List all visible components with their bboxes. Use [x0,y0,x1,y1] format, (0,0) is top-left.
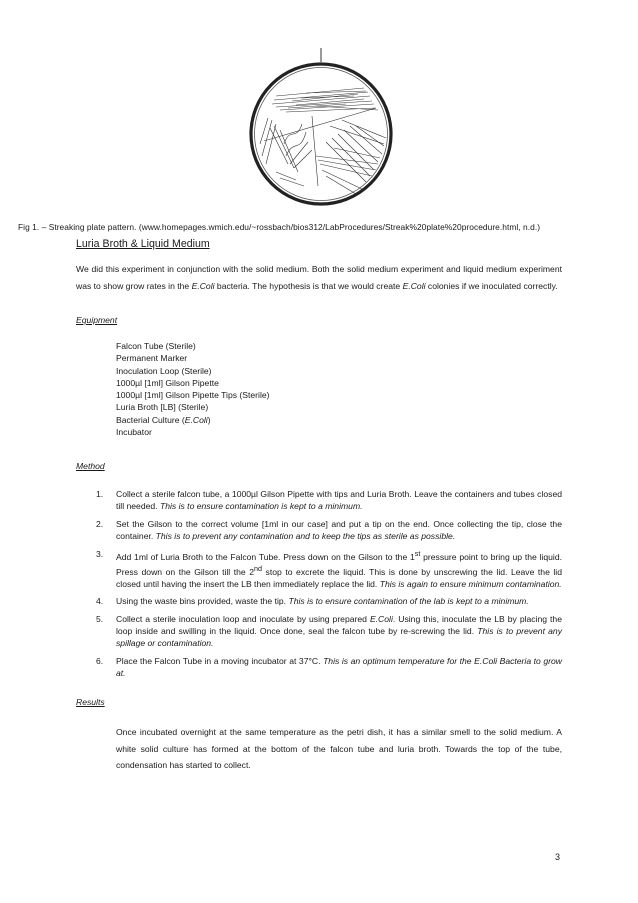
streak-plate-figure [246,46,396,216]
figure-caption: Fig 1. – Streaking plate pattern. (www.homepages.wmich.edu/~rossbach/bios312/LabProcedures/Streak%20plate%20procedure.html, n.d.) [18,222,541,232]
equipment-item: Falcon Tube (Sterile) [116,341,196,351]
method-step: 3. Add 1ml of Luria Broth to the Falcon Tube. Press down on the Gilson to the 1st pressure point to bring up the liquid. Press down on the Gilson till the 2nd stop to excrete the liquid. This is done by unscrewing the lid. Leave the lid closed until having the insert the LB then immediately replace the lid. This is again to ensure minimum contamination. [96,548,562,589]
results-label: Results [76,697,105,707]
equipment-item: Incubator [116,427,152,438]
intro-ecoli-2: E.Coli [402,280,426,291]
intro-ecoli-1: E.Coli [191,280,215,291]
intro-text-3: colonies if we inoculated correctly. [425,280,558,291]
equipment-item: 1000µl [1ml] Gilson Pipette Tips (Sterile) [116,390,270,401]
page-number: 3 [555,852,561,862]
method-step: 6. Place the Falcon Tube in a moving incubator at 37°C. This is an optimum temperature for the E.Coli Bacteria to grow at. [96,655,562,679]
equipment-item: 1000µl [1ml] Gilson Pipette [116,377,219,388]
results-paragraph: Once incubated overnight at the same temperature as the petri dish, it has a similar smell to the solid medium. A white solid culture has formed at the bottom of the falcon tube and luria broth. Towards the top of the tube, condensation has started to collect. [116,727,562,771]
method-steps [96,488,562,685]
intro-text-1: We did this experiment in conjunction with the solid medium. Both the solid medium experiment and liquid medium experiment was to show grow rates in the [76,264,562,291]
equipment-item: Inoculation Loop (Sterile) [116,365,212,376]
intro-paragraph [76,261,562,294]
method-step: 4. Using the waste bins provided, waste the tip. This is to ensure contamination of the lab is kept to a minimum. [96,596,529,607]
equipment-label: Equipment [76,315,118,325]
equipment-item-culture: Bacterial Culture (E.Coli) [116,414,211,425]
petri-dish-drawing [246,46,396,216]
method-label: Method [76,461,105,471]
method-step: 1. Collect a sterile falcon tube, a 1000µl Gilson Pipette with tips and Luria Broth. Leave the containers and tubes closed till needed. This is to ensure contamination is kept to a minimum. [96,489,562,512]
section-heading: Luria Broth & Liquid Medium [76,238,210,250]
method-step: 2. Set the Gilson to the correct volume [1ml in our case] and put a tip on the end. Once collecting the tip, close the container. This is to prevent any contamination and to keep the tips as sterile as possible. [96,518,562,542]
intro-text-2: bacteria. The hypothesis is that we would create [214,280,403,291]
method-step: 5. Collect a sterile inoculation loop and inoculate by using prepared E.Coli. Using this, inoculate the LB by placing the loop inside and swilling in the liquid. Once done, seal the falcon tube by re-screwing the lid. This is to prevent any spillage or contamination. [96,613,562,649]
equipment-item: Luria Broth [LB] (Sterile) [116,402,209,413]
equipment-item: Permanent Marker [116,353,188,364]
equipment-list [116,340,270,438]
